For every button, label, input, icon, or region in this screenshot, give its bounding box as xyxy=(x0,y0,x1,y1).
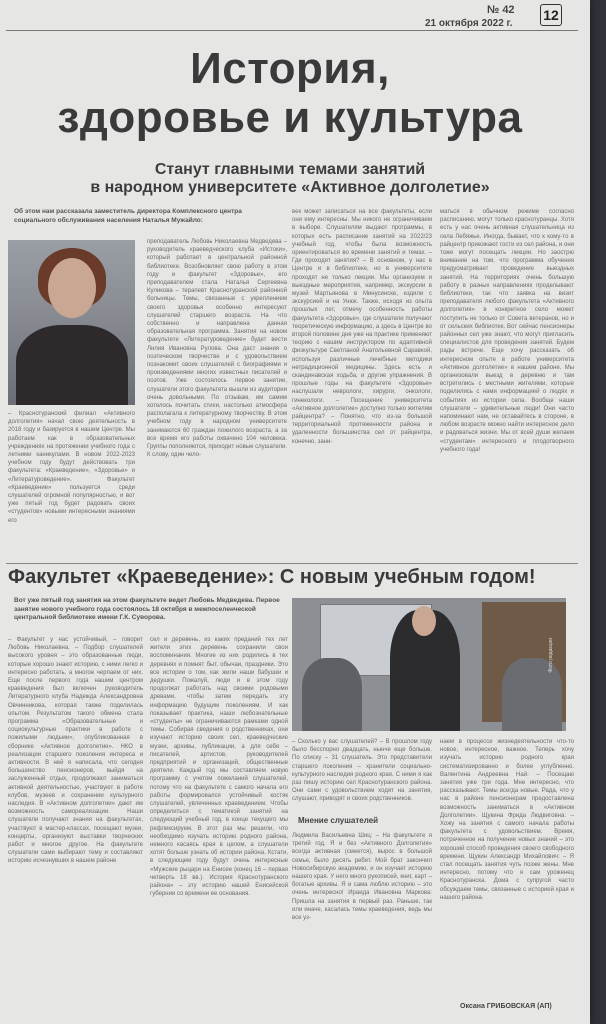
article2-headline: Факультет «Краеведение»: С новым учебным годом! xyxy=(8,566,536,588)
photo-lecturer-face xyxy=(412,606,436,636)
article2-column-3: – Сколько у вас слушателей? – В прошлом году было бесспорно двадцать, нынче еще больше. По списку – 31 слушатель. Это представители старшего поколения – хранители социально-культурного наследия родного края. С ними я как раз пишу историю сел Краснотуранского района. Они сами с удовольствием ходят на занятия, слушают, приводят и своих родственников. xyxy=(292,739,432,803)
portrait-body xyxy=(16,325,128,405)
article2-column-1: – Факультет у нас устойчивый, – говорит Любовь Николаевна. – Подбор слушателей высокого уровня – это образованные люди, которые хорошо знают историю, с ними легко и интересно работать, а многое черпаем от них. Еще после первого года нашим центром краеведения был включен руководитель Литературного клуба Надежда Александровна Овчинникова, которая также поделилась опытом. Результатом такого обмена стала программа «Образовательные и социокультурные практики в работе с пожилыми людьми», опубликованная в сборнике «Активное долголетие». НКО в реализации старшего поколения интереса и активности. В ней я написала, что сегодня большинство пенсионеров, выйдя на заслуженный отдых, продолжают заниматься активной деятельностью, участвуют в работе клубов, музеев и сохранении культурного наследия. В «Активном долголетии» дают им возможность самореализации. Наши слушатели получают знания на факультетах, участвуют в мастер-классах, посещают музеи, концерты, организуют выставки творческих работ и многое другое. На факультете слушатели сами выбирают тему и составляют историю исчезнувших в нашем районе xyxy=(8,637,143,865)
library-class-photo xyxy=(292,598,566,731)
article2-column-2: сел и деревень, из каких преданий тех лет жители этих деревень сохранили свои воспоминания. Многие из них родились в тех деревнях и помнят быт, обычаи, праздники. Это все истории о том, как жили наши бабушки и дедушки. Пожалуй, люди и в этом году продолжат работать над своими родовыми древами, чтобы затем передать эту информацию будущим поколениям. И как показывает практика, наши любознательные «студенты» не ограничиваются рамками одной темы. Собирая сведения о родственниках, они изучают историю своих сел, краеведческие музеи, архивы, публикации, а для себя – писателей, артистов, руководителей предприятий и организаций, общественные деятели. Каждый год мы составляем новую программу с учетом пожеланий слушателей, потому что на факультете с самого начала его работы формировался устойчивый костяк слушателей, увлеченных краеведением. Чтобы определиться с тематикой занятий на следующий учебный год, в конце текущего мы рефлексируем. В этот раз мы решили, что необходимо изучать историю родного района, немного касаясь края в целом, а слушатели хотят больше узнать об истории района. Кстати, в следующем году будут очень интересные «Мужские рыцари на Енисее (конец 16 – первая четверть 18 вв.). История Краснотуранского района» – эту историю нашей Енисейской губернии со времени ее основания. xyxy=(150,637,288,898)
article-lead: Об этом нам рассказала заместитель директора Комплексного центра социального обслуживания населения Наталья Мужайло: xyxy=(14,208,242,224)
article1-column-1: – Краснотуранский филиал «Активного долголетия» начал свою деятельность в 2018 году и базируется в нашем Центре. Мы работаем как в образовательных учреждениях на протяжении учебного года с летними каникулами. В новом 2022-2023 учебном году будут действовать три факультета: «Краеведение», «Здоровье» и «Литературоведение». Факультет «Краеведение» пользуется среди слушателей огромной популярностью, и вот уже пятый год будет радовать своих «студентов» новыми интересными знаниями его xyxy=(8,411,135,524)
section-divider xyxy=(6,563,578,564)
issue-date: 21 октября 2022 г. xyxy=(425,18,513,29)
article2-column-3b: Людмила Васильевна Шиц: – На факультете я третий год. Я и без «Активного Долголетия» всегда активная (смеется), вырос в большой семье, было десять ребят. Мой брат закончил Новосибирскую академию, и он изучает историю нашего края. У него много рукописей, книг, карт – богатые архивы. Я и сама люблю историю – это очень интересно! Ираида Ивановна Маркова: Пришла на занятия в первый раз. Раньше, так или иначе, касалась темы краеведения, ведь мы все уз- xyxy=(292,833,432,922)
article2-column-4: наем в процессе жизнедеятельности что-то новое, интересное, важное. Теперь хочу изучать историю родного края систематизированно и более углубленно. Валентина Андреевна Най: – Посещаю занятия уже три года. Мне интересно, что рассказывают. Темы всегда новые. Рада, что у нас в районе пенсионерам предоставлена возможность заниматься в «Активном Долголетии». Щукина Фрида Людвиговна: – Хожу на занятия с самого начала работы факультета с удовольствием. Время, потраченное на получение новых знаний – это хороший способ проведения своего свободного времени. Щукин Александр Михайлович: – Я стал посещать занятия чуть позже жены. Мне интересно, потому что я сам уроженец Краснотуранска. Дома с супругой часто обсуждаем темы, связанные с историей края и нашего района. xyxy=(440,739,574,901)
page-number: 12 xyxy=(540,4,562,26)
portrait-photo xyxy=(8,240,135,405)
article-subtitle-line1: Станут главными темами занятий xyxy=(154,161,426,178)
article-subtitle-line2: в народном университете «Активное долголетие» xyxy=(90,179,490,196)
article1-column-3: век может записаться на все факультеты, если они ему интересны. Мы никого не ограничиваем в выборе. Слушателям выдают программы, в которых есть расписание занятий на 2022/23 учебный год, чтобы была возможность ориентироваться во времени занятий и темах. – Где проходят занятия? – В основном, у нас в Центре и в библиотеке, но в университете проходят не только лекции. Мы организуем и выездные мероприятия, например, экскурсии в музей Мартьянова в Минусинске, ездили с экскурсией и на Унюк. Также, исходя из опыта прошлых лет, отмечу особенность работы факультета «Здоровье», где слушатели получают теоретическую информацию, а здесь в Центре во второй половине дня уже на практике применяют теорию с нашим инструктором по адаптивной физкультуре Светланой Анатольевной Саравкой, используя различные лечебные методики нетрадиционной медицины. Здесь есть и скандинавская ходьба, и другие упражнения. В прошлые годы на факультете «Здоровье» наслушали неврологи, хирурги, онкологи, гинекологи. – Посещение университета «Активное долголетие» доступно только жителям райцентра? – Понятно, что из-за большой территориальной протяженности района и удаленности большинства сел от райцентра, конечно, зани- xyxy=(292,209,432,445)
issue-number: № 42 xyxy=(487,4,515,16)
portrait-face xyxy=(48,258,96,318)
photo-credit: Фото редакции xyxy=(548,638,554,673)
header-divider xyxy=(6,30,578,31)
author-signature: Оксана ГРИБОВСКАЯ (АП) xyxy=(460,1003,552,1010)
photo-listener-left xyxy=(302,658,362,731)
article1-column-4: маться в обычном режиме согласно расписанию, могут только краснотуранцы. Хотя есть у нас очень активная слушательница из села Лебяжье. Иногда, бывает, что к кому-то в райцентр приезжают гости из сел района, и они тоже могут посещать лекции. Но заострю внимание на том, что программа обучения предусматривает проведение выездных занятий. На территориях очень большую работу в разных направлениях проделывают библиотеки, так что заявка на визит преподавателя любого факультета «Активного долголетия» в конкретное село может поступить не только от Совета ветеранов, но и от сельских библиотек. Вот сейчас пенсионеры районных сел уже знают, что могут пригласить специалистов для проведения занятий. Будем рады встрече. Еще хочу рассказать об интересном опыте в работе университета «Активное долголетие» в нашем районе. Мы организовали выезд в деревню и там встретились с местными жителями, которые поделились с нами информацией о людях и событиях из истории села. Вообще наши слушатели – удивительные люди! Они часто напоминают нам, не оставайтесь в стороне, в любом возрасте можно найти интересное дело и радоваться жизни. Мы от всей души желаем «студентам» интересного и плодотворного учебного года! xyxy=(440,209,574,453)
opinions-heading: Мнение слушателей xyxy=(298,816,379,825)
article-title-line1: История, xyxy=(190,44,390,93)
article2-lead: Вот уже пятый год занятия на этом факультете ведет Любовь Медведева. Первое занятие нового учебного года состоялось 18 октября в межпоселенческой центральной библиотеке имени Г.К. Суворова. xyxy=(14,597,280,621)
article-title-line2: здоровье и культура xyxy=(57,93,523,142)
article1-column-2: преподаватель Любовь Николаевна Медведева – руководитель краеведческого клуба «Истоки», который работает в центральной районной библиотеке. Возобновляет свою работу в этом году и факультет «Здоровье», его преподавателем стала Наталья Сергеевна Куликова – терапевт Краснотуранской районной больницы. Темы, связанные с укреплением своего здоровья особенно интересуют слушателей старшего возраста. На что собственно и направлена данная образовательная программа. Занятия на новом факультете «Литературоведение» будет вести Лилия Ивановна Рулова. Она даст знания о поэтическом творчестве и с удовольствием познакомит своих слушателей с биографиями и произведениями многих известных писателей и поэтов. Уже состоялось первое занятие, слушатели этого факультета вышли из аудитории очень довольными. По отзывам, им самим хотелось почитать стихи, настолько атмосфера располагала к литературному творчеству. В этом учебном году в народном университете занимаются 60 граждан пожилого возраста, а за все время его работы охвачено 104 человека. Группы пополняются, приходит новые слушатели. К слову, один чело- xyxy=(147,239,287,459)
